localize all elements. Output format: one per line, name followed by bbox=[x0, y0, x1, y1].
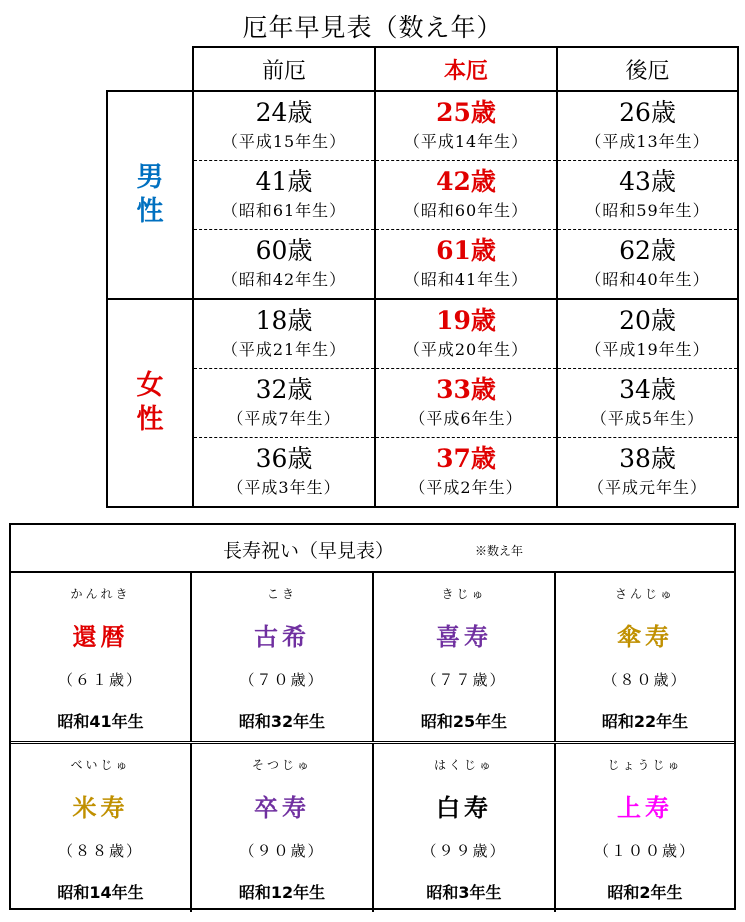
birth-year: （昭和59年生） bbox=[585, 201, 710, 220]
birth-year: （昭和60年生） bbox=[403, 201, 529, 220]
yakudoshi-table bbox=[106, 46, 739, 508]
age: 18歳 bbox=[255, 306, 313, 335]
longevity-row-1 bbox=[11, 573, 734, 744]
table-cell bbox=[557, 438, 738, 508]
birth-year: （平成2年生） bbox=[409, 478, 523, 497]
longevity-cell bbox=[374, 744, 556, 912]
celebration-age: （６１歳） bbox=[57, 671, 143, 689]
age: 61歳 bbox=[436, 236, 496, 265]
birth-year: （平成3年生） bbox=[227, 478, 341, 497]
longevity-cell bbox=[11, 573, 192, 741]
age: 33歳 bbox=[436, 375, 496, 404]
table-cell bbox=[193, 438, 375, 508]
age: 20歳 bbox=[619, 306, 676, 335]
birth-year: 昭和41年生 bbox=[57, 712, 144, 731]
birth-year: （昭和40年生） bbox=[585, 270, 710, 289]
age: 60歳 bbox=[255, 236, 313, 265]
longevity-header bbox=[11, 525, 734, 573]
celebration-name: 傘寿 bbox=[617, 622, 673, 651]
celebration-age: （１００歳） bbox=[593, 842, 696, 860]
header-blank bbox=[107, 47, 193, 91]
celebration-name: 白寿 bbox=[436, 793, 492, 822]
birth-year: 昭和25年生 bbox=[420, 712, 508, 731]
birth-year: （昭和41年生） bbox=[403, 270, 529, 289]
female-row-1 bbox=[107, 299, 738, 369]
celebration-name: 卒寿 bbox=[254, 793, 310, 822]
table-cell bbox=[193, 230, 375, 300]
table-cell bbox=[375, 230, 557, 300]
age: 24歳 bbox=[255, 98, 313, 127]
male-row-2 bbox=[107, 161, 738, 230]
birth-year: （平成20年生） bbox=[403, 340, 529, 359]
celebration-age: （７０歳） bbox=[239, 671, 325, 689]
celebration-name: 上寿 bbox=[617, 793, 673, 822]
furigana: じょうじゅ bbox=[607, 758, 683, 772]
table-cell bbox=[375, 438, 557, 508]
birth-year: （平成19年生） bbox=[585, 340, 710, 359]
female-label bbox=[107, 299, 193, 507]
birth-year: （平成21年生） bbox=[221, 340, 347, 359]
longevity-cell bbox=[192, 744, 374, 912]
table-cell bbox=[375, 369, 557, 438]
age: 41歳 bbox=[255, 167, 313, 196]
table-cell bbox=[375, 91, 557, 161]
age: 37歳 bbox=[436, 444, 496, 473]
celebration-age: （８８歳） bbox=[57, 842, 143, 860]
furigana: さんじゅ bbox=[614, 587, 675, 601]
table-cell bbox=[557, 230, 738, 300]
age: 43歳 bbox=[619, 167, 676, 196]
celebration-age: （８０歳） bbox=[602, 671, 688, 689]
longevity-table bbox=[9, 523, 736, 910]
longevity-cell bbox=[11, 744, 192, 912]
furigana: こき bbox=[266, 587, 297, 601]
birth-year: （平成5年生） bbox=[590, 409, 705, 428]
furigana: かんれき bbox=[70, 587, 131, 601]
birth-year: （平成元年生） bbox=[587, 478, 707, 497]
header-honyaku: 本厄 bbox=[375, 47, 557, 91]
age: 36歳 bbox=[255, 444, 313, 473]
birth-year: 昭和12年生 bbox=[238, 883, 326, 902]
male-label bbox=[107, 91, 193, 299]
table-cell bbox=[193, 161, 375, 230]
age: 62歳 bbox=[619, 236, 676, 265]
table-cell bbox=[557, 369, 738, 438]
age: 42歳 bbox=[436, 167, 496, 196]
table-cell bbox=[193, 91, 375, 161]
age: 34歳 bbox=[619, 375, 676, 404]
female-row-2 bbox=[107, 369, 738, 438]
header-maeyaku: 前厄 bbox=[193, 47, 375, 91]
male-row-1 bbox=[107, 91, 738, 161]
birth-year: 昭和2年生 bbox=[607, 883, 683, 902]
celebration-age: （９９歳） bbox=[421, 842, 507, 860]
male-label-text: 男 性 bbox=[136, 162, 164, 227]
female-row-3 bbox=[107, 438, 738, 508]
table-cell bbox=[375, 299, 557, 369]
furigana: そつじゅ bbox=[251, 758, 312, 772]
birth-year: （平成6年生） bbox=[409, 409, 523, 428]
celebration-age: （７７歳） bbox=[421, 671, 507, 689]
header-atoyaku: 後厄 bbox=[557, 47, 738, 91]
page-title: 厄年早見表（数え年） bbox=[242, 13, 503, 42]
table-cell bbox=[193, 299, 375, 369]
birth-year: （平成13年生） bbox=[585, 132, 710, 151]
birth-year: （平成14年生） bbox=[403, 132, 529, 151]
celebration-name: 米寿 bbox=[72, 793, 129, 822]
longevity-note: ※数え年 bbox=[475, 544, 524, 558]
age: 38歳 bbox=[619, 444, 676, 473]
female-label-text: 女 性 bbox=[136, 370, 164, 435]
age: 32歳 bbox=[255, 375, 313, 404]
birth-year: 昭和22年生 bbox=[601, 712, 689, 731]
birth-year: 昭和14年生 bbox=[57, 883, 144, 902]
longevity-row-2 bbox=[11, 744, 734, 912]
furigana: べいじゅ bbox=[70, 758, 131, 772]
table-cell bbox=[375, 161, 557, 230]
longevity-cell bbox=[556, 744, 734, 912]
longevity-cell bbox=[374, 573, 556, 741]
birth-year: （平成7年生） bbox=[227, 409, 341, 428]
birth-year: （昭和42年生） bbox=[221, 270, 347, 289]
male-row-3 bbox=[107, 230, 738, 300]
age: 25歳 bbox=[436, 98, 496, 127]
age: 19歳 bbox=[436, 306, 496, 335]
header-row bbox=[107, 47, 738, 91]
celebration-age: （９０歳） bbox=[239, 842, 325, 860]
table-cell bbox=[193, 369, 375, 438]
table-cell bbox=[557, 161, 738, 230]
celebration-name: 喜寿 bbox=[436, 622, 492, 651]
birth-year: （平成15年生） bbox=[221, 132, 347, 151]
birth-year: 昭和32年生 bbox=[238, 712, 326, 731]
birth-year: （昭和61年生） bbox=[221, 201, 347, 220]
furigana: はくじゅ bbox=[433, 758, 494, 772]
longevity-cell bbox=[192, 573, 374, 741]
birth-year: 昭和3年生 bbox=[426, 883, 502, 902]
longevity-cell bbox=[556, 573, 734, 741]
furigana: きじゅ bbox=[441, 587, 487, 601]
table-cell bbox=[557, 91, 738, 161]
table-cell bbox=[557, 299, 738, 369]
longevity-title: 長寿祝い（早見表） bbox=[223, 540, 395, 562]
celebration-name: 還暦 bbox=[72, 622, 129, 651]
age: 26歳 bbox=[619, 98, 676, 127]
celebration-name: 古希 bbox=[254, 622, 310, 651]
